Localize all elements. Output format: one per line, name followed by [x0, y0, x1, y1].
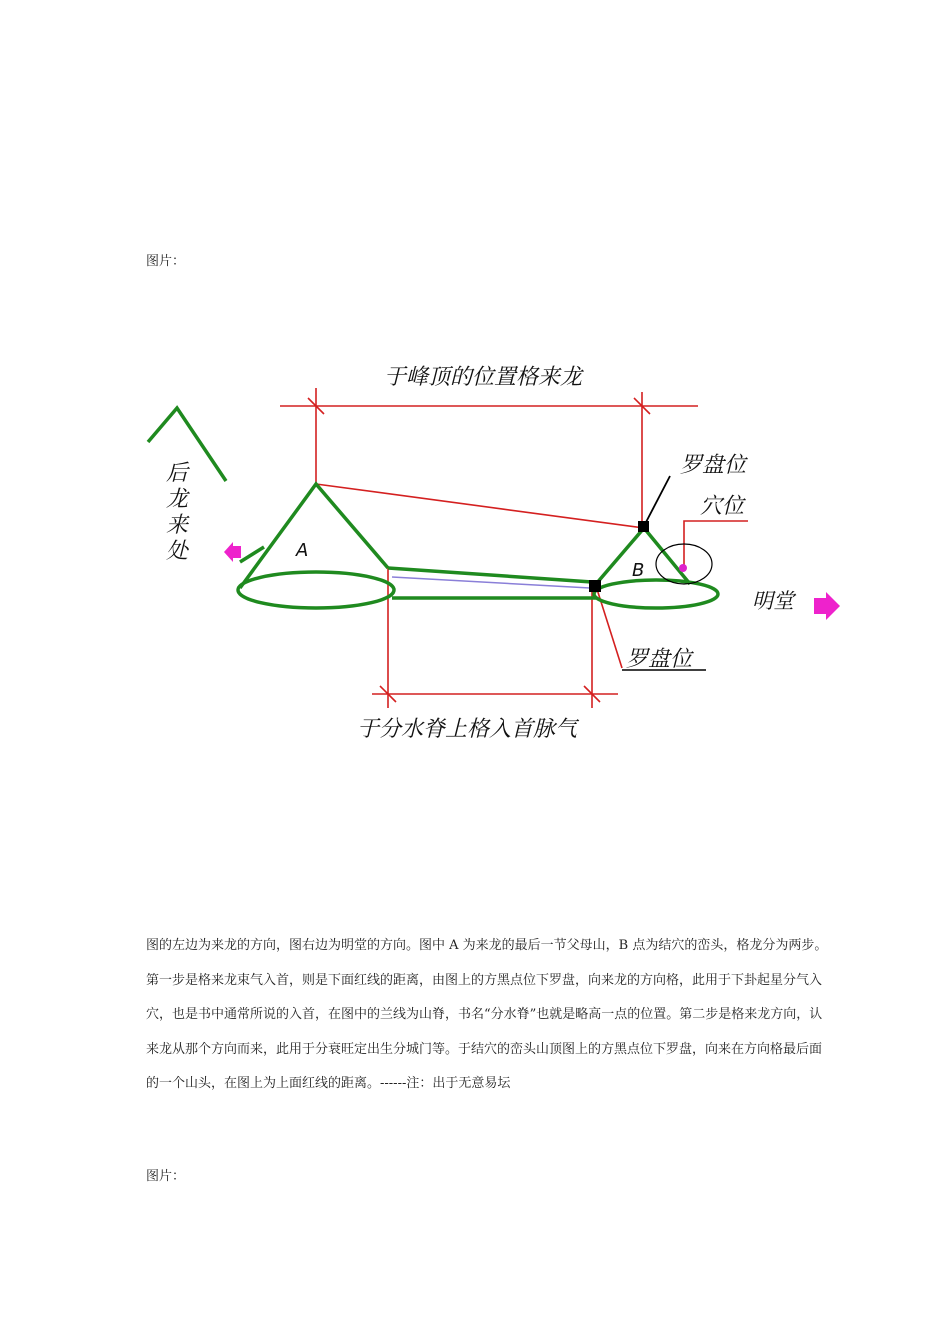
mountain-a [238, 484, 394, 608]
cave-point [679, 564, 687, 572]
paragraph-line: 穴，也是书中通常所说的入首，在图中的兰线为山脊，书名“分水脊”也就是略高一点的位置。第二步是格来龙方向，认 [146, 1007, 823, 1022]
paragraph-line: 的一个山头，在图上为上面红线的距离。------注：出于无意易坛 [146, 1076, 511, 1091]
peak-b-label: B [632, 560, 645, 581]
bottom-measure-lines [372, 568, 622, 708]
bright-hall-label: 明堂 [752, 589, 794, 613]
compass-pointer-top [644, 476, 670, 526]
bottom-measure-label: 于分水脊上格入首脉气 [357, 717, 578, 742]
image-label: 图片： [146, 254, 186, 269]
cave-label: 穴位 [700, 494, 745, 519]
paragraph-line: 来龙从那个方向而来，此用于分衰旺定出生分城门等。于结穴的峦头山顶图上的方黑点位下罗盘，向来在方向格最后面 [146, 1041, 823, 1057]
image-label: 图片： [146, 1169, 186, 1184]
back-dragon-char: 来 [166, 513, 189, 538]
back-dragon-label [166, 461, 191, 564]
paragraph-line: 第一步是格来龙束气入首，则是下面红线的距离，由图上的方黑点位下罗盘，向来龙的方向格，此用于下卦起星分气入 [146, 972, 823, 988]
compass-marker-bottom [589, 580, 601, 592]
back-dragon-char: 龙 [166, 487, 189, 512]
back-dragon-char: 后 [166, 461, 189, 486]
right-arrow-icon [814, 592, 840, 620]
compass-label-bottom: 罗盘位 [626, 647, 693, 672]
compass-label-top: 罗盘位 [680, 453, 747, 478]
compass-marker-top [638, 521, 649, 532]
top-measure-lines [280, 388, 698, 528]
ridge [388, 568, 596, 598]
back-dragon-char: 处 [166, 539, 189, 564]
description-paragraph [146, 929, 898, 1102]
top-measure-label: 于峰顶的位置格来龙 [384, 365, 583, 390]
left-arrow-icon [224, 542, 241, 562]
cave-pointer [684, 521, 748, 566]
paragraph-line: 图的左边为来龙的方向，图右边为明堂的方向。图中 A 为来龙的最后一节父母山，B 点为结穴的峦头，格龙分为两步。 [146, 938, 828, 953]
peak-a-label: A [296, 540, 309, 561]
